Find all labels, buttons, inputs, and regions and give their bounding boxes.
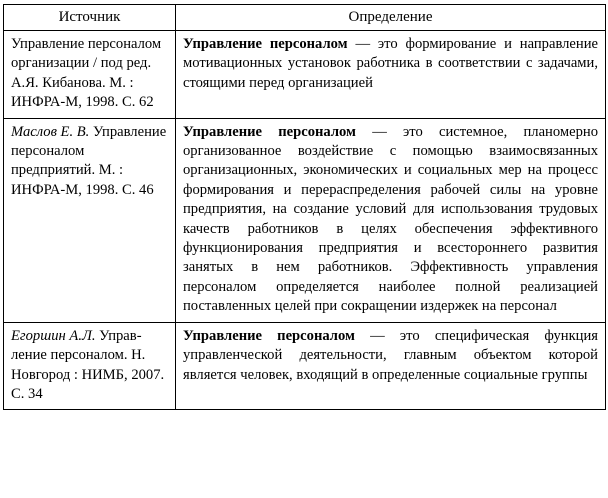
table-row — [4, 118, 606, 322]
source-cell — [4, 31, 176, 119]
definition-cell — [176, 31, 606, 119]
source-text: Управление персоналом организации / под ред. А.Я. Кибанова. М. : ИНФРА-М, 1998. С. 62 — [11, 36, 162, 111]
table-body — [4, 31, 606, 410]
table-header-row — [4, 5, 606, 31]
definition-cell — [176, 322, 606, 410]
column-header-definition: Определение — [176, 5, 606, 31]
source-text: Управление персоналом предприятий. М. : ИНФРА-М, 1998. С. 46 — [11, 123, 167, 198]
document-page — [0, 4, 608, 498]
definition-text: — это формирование и направление мотивационных установок работника в соответствии с задачами, стоящими перед организацией — [183, 36, 599, 91]
definition-term: Управление персоналом — [183, 36, 348, 52]
source-author: Егоршин А.Л. — [11, 327, 96, 344]
definition-text: — это системное, планомерно организованное воздействие с помощью взаимосвязанных организационных, экономических и социальных мер на процесс формирования и перераспределения рабочей силы на уровне предприятия, на создание условий для использования трудовых качеств работников в целях обеспечения эффективного функционирования предприятия и всестороннего развития занятых в нем работников. Эффективность управления персоналом определяется наиболее полной реализацией поставленных целей при сокращении издержек на персонал — [183, 123, 598, 315]
source-cell — [4, 118, 176, 322]
definition-cell — [176, 118, 606, 322]
table-row — [4, 31, 606, 119]
source-author: Маслов Е. В. — [11, 123, 90, 140]
table-header — [4, 5, 606, 31]
table-row — [4, 322, 606, 410]
source-text: Управление персоналом. Н. Новгород : НИМБ, 2007. С. 34 — [11, 327, 165, 402]
definitions-table — [3, 4, 606, 410]
definition-term: Управление персоналом — [183, 327, 355, 344]
source-cell — [4, 322, 176, 410]
definition-term: Управление персоналом — [183, 123, 356, 140]
column-header-source: Источник — [4, 5, 176, 31]
definition-text: — это специфическая функция управленческой деятельности, главным объектом которой является человек, входящий в определенные социальные группы — [183, 327, 598, 383]
